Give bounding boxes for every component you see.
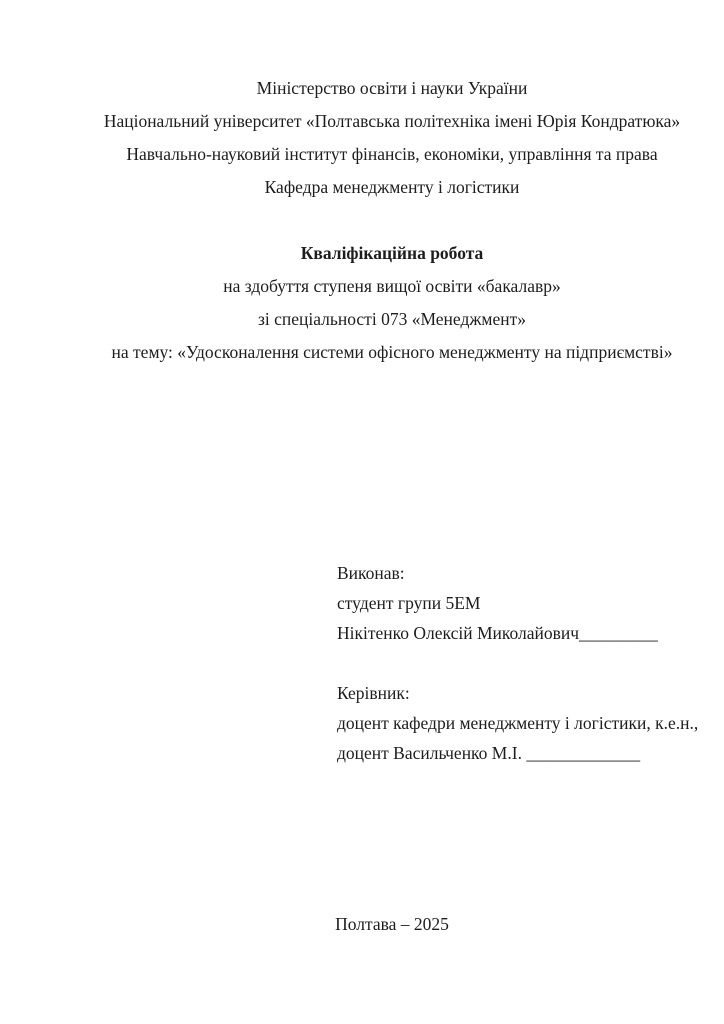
footer-block	[103, 908, 681, 941]
institution-header	[103, 72, 681, 204]
supervisor-name-signature-line: доцент Васильченко М.І. _____________	[337, 743, 641, 763]
institute-line: Навчально-науковий інститут фінансів, економіки, управління та права	[126, 144, 658, 164]
city-year-line: Полтава – 2025	[335, 914, 449, 934]
work-title-block	[103, 237, 681, 369]
credits-block	[337, 558, 698, 768]
supervisor-position-line: доцент кафедри менеджменту і логістики, к.е.н.,	[337, 713, 699, 733]
work-type-title: Кваліфікаційна робота	[300, 243, 484, 263]
topic-line: на тему: «Удосконалення системи офісного менеджменту на підприємстві»	[111, 342, 673, 362]
executor-label: Виконав:	[337, 563, 405, 583]
ministry-line: Міністерство освіти і науки України	[256, 78, 528, 98]
university-line: Національний університет «Полтавська політехніка імені Юрія Кондратюка»	[103, 111, 681, 131]
specialty-line: зі спеціальності 073 «Менеджмент»	[257, 309, 527, 329]
executor-group-line: студент групи 5ЕМ	[337, 593, 481, 613]
supervisor-label: Керівник:	[337, 683, 410, 703]
department-line: Кафедра менеджменту і логістики	[264, 177, 520, 197]
degree-line: на здобуття ступеня вищої освіти «бакалавр»	[223, 276, 561, 296]
blank-line-spacer	[337, 648, 698, 678]
executor-name-signature-line: Нікітенко Олексій Миколайович_________	[337, 623, 658, 643]
